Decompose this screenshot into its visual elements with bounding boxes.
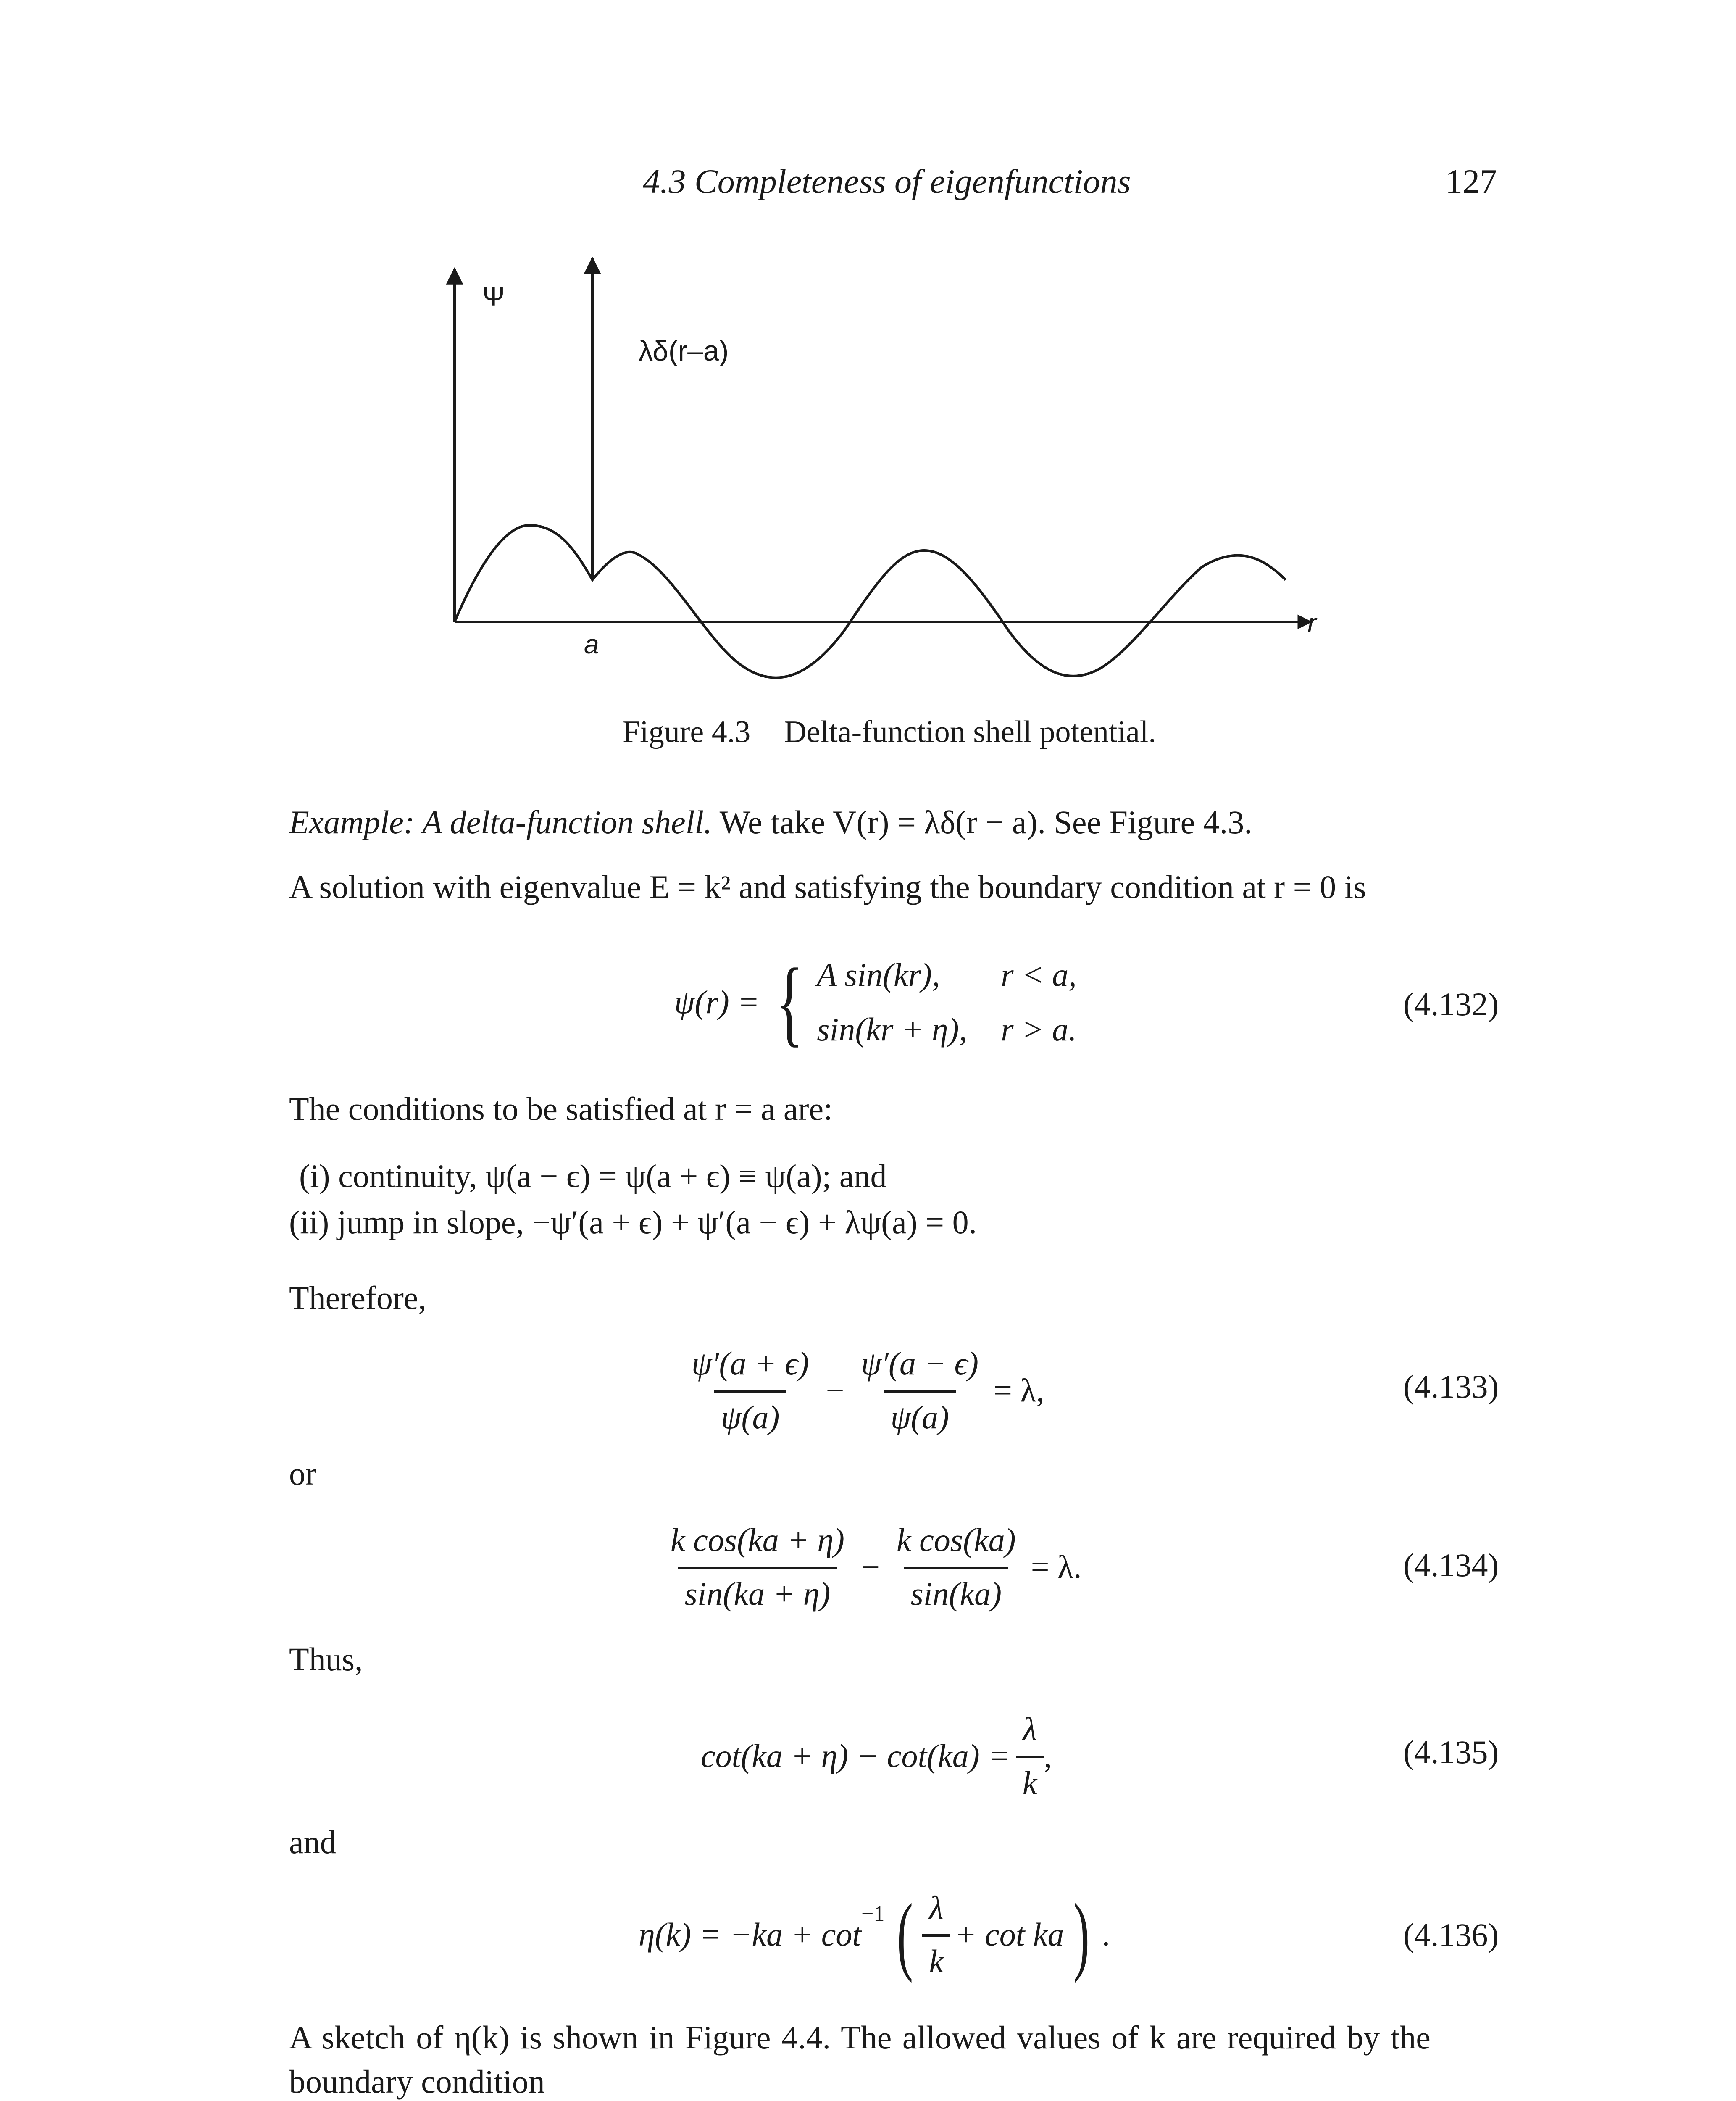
eq136-inner-tail: + cot ka <box>954 1916 1064 1953</box>
case1-cond: r < a, <box>1001 956 1077 993</box>
case2-cond: r > a. <box>1001 1011 1077 1048</box>
sketch-line-2: boundary condition <box>289 2063 545 2100</box>
eq134-frac1: $\frac{\text{k cos(ka + η)}}{\sin(ka + \eta)}$ <box>671 1522 844 1612</box>
eq133-frac1: $\frac{\psi'(a + \epsilon)}{\psi(a)}$ <box>692 1345 809 1435</box>
r-axis-label: r <box>1307 608 1317 638</box>
condition-ii: (ii) jump in slope, −ψ′(a + ϵ) + ψ′(a − ϵ) + λψ(a) = 0. <box>289 1204 977 1240</box>
and-line: and <box>289 1824 337 1860</box>
equation-4-135: cot(ka + η) − cot(ka) = $\frac{\lambda}{k}$ , <box>701 1711 1052 1801</box>
conditions-line: The conditions to be satisfied at r = a are: <box>289 1090 833 1127</box>
equation-4-134: $\frac{\text{k cos(ka + η)}}{\sin(ka + \eta)}$ − $\frac{\text{k cos(ka)}}{\sin(ka)}$ = λ. <box>664 1521 1081 1613</box>
figure-caption <box>623 716 1156 748</box>
psi-axis-label: Ψ <box>482 282 505 312</box>
left-paren: ( <box>897 1886 913 1983</box>
eqno-4-136: (4.136) <box>1403 1917 1499 1953</box>
equation-4-133: $\frac{\psi'(a + \epsilon)}{\psi(a)}$ − $\frac{\psi'(a - \epsilon)}{\psi(a)}$ = λ, <box>685 1345 1044 1436</box>
condition-i: (i) continuity, ψ(a − ϵ) = ψ(a + ϵ) ≡ ψ(a); and <box>299 1158 887 1194</box>
solution-line: A solution with eigenvalue E = k² and satisfying the boundary condition at r = 0 is <box>289 869 1366 905</box>
caption-number: Figure 4.3 <box>623 715 751 749</box>
figure-delta-shell <box>420 235 1353 731</box>
eq136-frac: $\frac{\lambda}{k}$ <box>922 1889 950 1980</box>
eq135-lhs: cot(ka + η) − cot(ka) = <box>701 1738 1010 1774</box>
eqno-4-134: (4.134) <box>1403 1547 1499 1583</box>
thus-line: Thus, <box>289 1641 363 1677</box>
equation-4-136: η(k) = −ka + cot $^{-1}$ ( $\frac{\lambda}{k}$ + cot ka ) . <box>639 1886 1110 1983</box>
left-brace: { <box>775 948 804 1056</box>
eq132-cases <box>817 956 1076 1048</box>
eq136-lhs: η(k) = −ka + cot <box>639 1916 862 1953</box>
eq136-sup: −1 <box>861 1902 885 1926</box>
page-number: 127 <box>1445 162 1497 200</box>
or-line: or <box>289 1455 316 1492</box>
example-intro: Example: A delta-function shell. <box>289 804 712 840</box>
eq135-frac: $\frac{\lambda}{k}$ <box>1016 1710 1044 1802</box>
a-label: a <box>584 629 599 659</box>
right-paren: ) <box>1073 1886 1089 1983</box>
eqno-4-133: (4.133) <box>1403 1368 1499 1405</box>
eq133-frac2: $\frac{\psi'(a - \epsilon)}{\psi(a)}$ <box>861 1345 979 1435</box>
running-header-section: 4.3 Completeness of eigenfunctions <box>643 162 1131 200</box>
eq134-frac2: $\frac{\text{k cos(ka)}}{\sin(ka)}$ <box>897 1522 1016 1612</box>
case1-expr: A sin(kr), <box>817 956 940 993</box>
wavefunction-curve <box>455 525 1286 678</box>
eqno-4-135: (4.135) <box>1403 1734 1499 1770</box>
eq132-lhs: ψ(r) = <box>674 984 760 1020</box>
caption-text: Delta-function shell potential. <box>784 715 1156 749</box>
sketch-line-1: A sketch of η(k) is shown in Figure 4.4. The allowed values of k are required by the <box>289 2019 1431 2056</box>
example-line <box>289 806 1252 839</box>
equation-4-132 <box>674 948 1077 1056</box>
case2-expr: sin(kr + η), <box>817 1011 968 1048</box>
therefore-line: Therefore, <box>289 1280 426 1316</box>
eqno-4-132: (4.132) <box>1403 986 1499 1022</box>
example-rest: We take V(r) = λδ(r − a). See Figure 4.3. <box>719 804 1252 840</box>
delta-label: λδ(r–a) <box>639 335 729 367</box>
